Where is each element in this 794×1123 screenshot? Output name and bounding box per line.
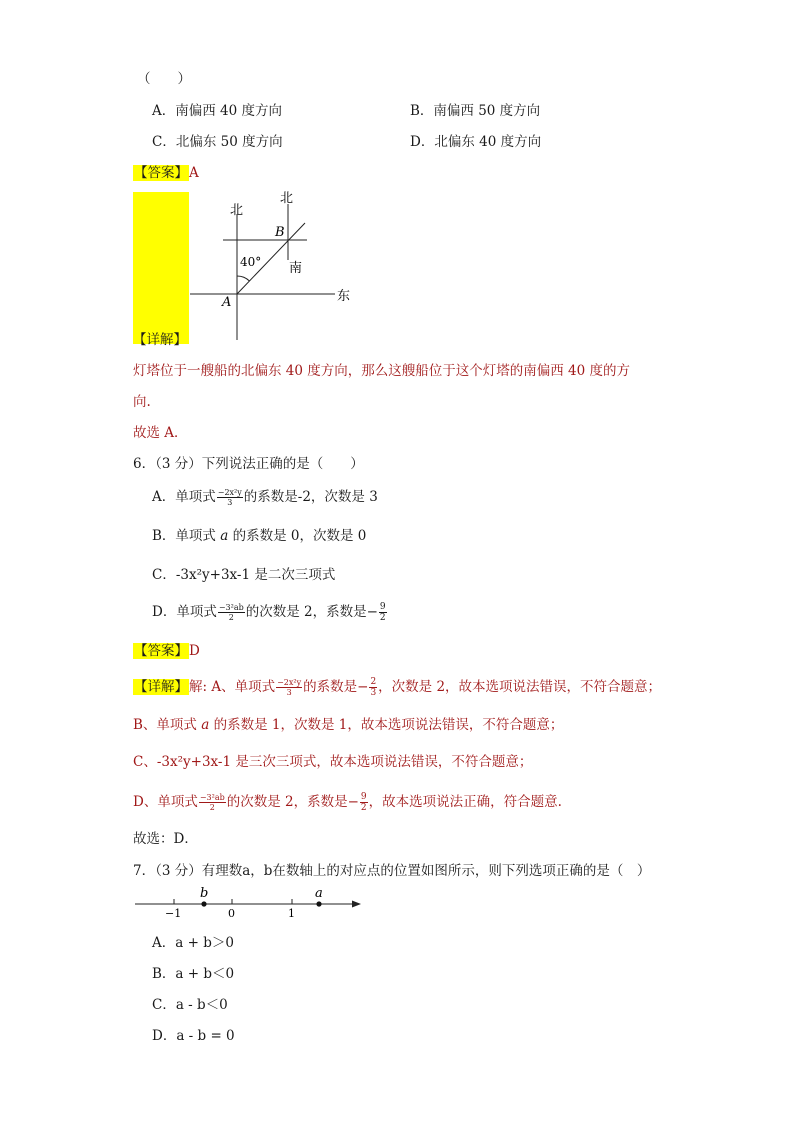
answer-value: A bbox=[189, 165, 199, 181]
q6-option-d: D．单项式 $\frac{\text{−3²ab}}{2}$ 的次数是 2，系数是− $\frac{9}{2}$ bbox=[152, 602, 386, 623]
answer-value: D bbox=[189, 643, 200, 659]
north-label-b: 北 bbox=[280, 191, 294, 206]
detail-tag: 【详解】 bbox=[134, 679, 188, 695]
q7-option-d: D．a - b = 0 bbox=[152, 1028, 235, 1044]
q5-conclusion: 故选 A． bbox=[133, 425, 188, 441]
fraction: $\frac{\text{−2x²y}}{3}$ bbox=[277, 678, 302, 697]
angle-label: 40° bbox=[240, 255, 262, 269]
q5-option-a: A．南偏西 40 度方向 bbox=[152, 103, 283, 119]
fraction: $\frac{2}{3}$ bbox=[370, 677, 377, 698]
point-b bbox=[201, 901, 206, 906]
south-label: 南 bbox=[289, 261, 303, 276]
q7-option-c: C．a - b＜0 bbox=[152, 997, 228, 1013]
q5-option-b: B．南偏西 50 度方向 bbox=[410, 103, 541, 119]
q5-option-c: C．北偏东 50 度方向 bbox=[152, 134, 283, 150]
q6-detail-line3: C、-3x²y+3x-1 是三次三项式，故本选项说法错误，不符合题意； bbox=[133, 754, 533, 770]
q6-answer bbox=[133, 639, 200, 659]
point-a-label: A bbox=[222, 295, 232, 310]
q5-detail-tag: 【详解】 bbox=[133, 332, 187, 348]
q5-paren: （ ） bbox=[137, 71, 191, 87]
point-a-label: a bbox=[315, 886, 323, 901]
point-a bbox=[316, 901, 321, 906]
answer-tag: 【答案】 bbox=[134, 165, 188, 181]
fraction: $\frac{\text{−3²ab}}{2}$ bbox=[218, 603, 244, 622]
q7-option-b: B．a + b＜0 bbox=[152, 966, 235, 982]
answer-tag: 【答案】 bbox=[134, 643, 188, 659]
q6-option-a: A．单项式 $\frac{\text{−2x²y}}{3}$ 的系数是-2，次数是 3 bbox=[152, 488, 378, 507]
q5-explain-line1: 灯塔位于一艘船的北偏东 40 度方向，那么这艘船位于这个灯塔的南偏西 40 度的方 bbox=[133, 363, 631, 379]
q6-detail-line1: 【详解】解: A、单项式 $\frac{\text{−2x²y}}{3}$ 的系数是− $\frac{2}{3}$ ，次数是 2，故本选项说法错误，不符合题意； bbox=[134, 677, 662, 698]
q6-option-b: B．单项式 a 的系数是 0，次数是 0 bbox=[152, 528, 367, 544]
north-label-a: 北 bbox=[230, 203, 244, 218]
tick-one: 1 bbox=[288, 907, 295, 920]
q5-answer bbox=[133, 161, 199, 181]
fraction: $\frac{\text{−3²ab}}{2}$ bbox=[199, 793, 225, 812]
q5-explain-line2: 向. bbox=[133, 394, 151, 410]
fraction: $\frac{\text{−2x²y}}{3}$ bbox=[217, 488, 242, 507]
number-line bbox=[133, 884, 365, 920]
direction-diagram bbox=[185, 188, 360, 340]
fraction: $\frac{9}{2}$ bbox=[360, 792, 367, 813]
q6-detail-line2: B、单项式 a 的系数是 1，次数是 1，故本选项说法错误，不符合题意； bbox=[133, 717, 564, 733]
tick-minus-one: −1 bbox=[165, 907, 182, 920]
point-b-label: b bbox=[200, 886, 209, 901]
q7-option-a: A．a + b＞0 bbox=[152, 935, 234, 951]
east-label: 东 bbox=[337, 289, 351, 304]
q6-detail-line4: D、单项式 $\frac{\text{−3²ab}}{2}$ 的次数是 2，系数是− $\frac{9}{2}$ ，故本选项说法正确，符合题意. bbox=[133, 792, 562, 813]
q7-stem: 7．（3 分）有理数a，b在数轴上的对应点的位置如图所示，则下列选项正确的是（ ） bbox=[133, 863, 651, 879]
q6-conclusion: 故选：D． bbox=[133, 831, 198, 847]
detail-highlight bbox=[133, 192, 189, 344]
point-b-label: B bbox=[275, 225, 285, 240]
q6-stem: 6．（3 分）下列说法正确的是（ ） bbox=[133, 456, 364, 472]
q5-option-d: D．北偏东 40 度方向 bbox=[410, 134, 542, 150]
tick-zero: 0 bbox=[228, 907, 235, 920]
q6-option-c: C．-3x²y+3x-1 是二次三项式 bbox=[152, 567, 336, 583]
fraction: $\frac{9}{2}$ bbox=[379, 602, 386, 623]
